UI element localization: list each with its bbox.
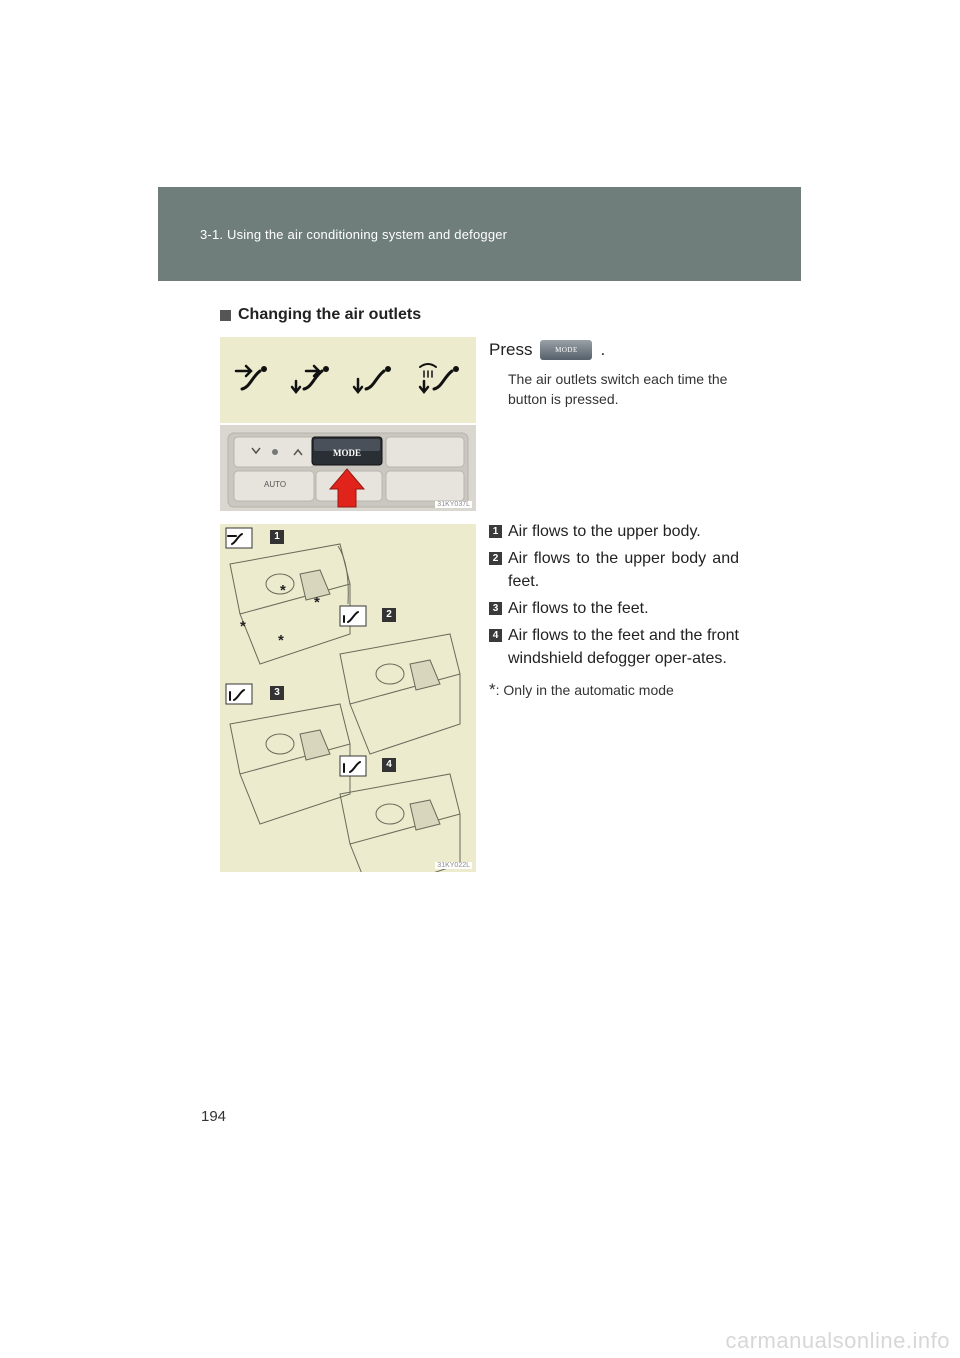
step-text: Air flows to the feet. [508, 600, 649, 617]
airflow-drawing [220, 524, 476, 872]
step-text: Air flows to the feet and the front windshield defogger oper-ates. [508, 627, 739, 667]
airflow-modes-illustration [220, 524, 476, 872]
steps-list [489, 520, 739, 700]
press-description: The air outlets switch each time the button is pressed. [508, 371, 728, 407]
section-heading [220, 306, 421, 324]
list-item [489, 547, 739, 593]
figure-code: 31KY037L [437, 501, 470, 508]
section-title: 3-1. Using the air conditioning system and defogger [200, 227, 508, 242]
header-band [158, 187, 801, 281]
step-number-badge: 3 [489, 602, 502, 615]
watermark: carmanualsonline.info [725, 1328, 950, 1353]
list-item [489, 624, 739, 670]
asterisk-mark: * [314, 594, 320, 611]
step-number-badge: 4 [489, 629, 502, 642]
panel-auto-label: AUTO [264, 480, 287, 489]
cabin-diagram-4 [340, 774, 460, 872]
cabin-diagram-2 [340, 634, 460, 754]
step-number-badge: 2 [489, 552, 502, 565]
page-number: 194 [201, 1108, 227, 1125]
cabin-diagram-1 [230, 544, 350, 664]
list-item [489, 520, 739, 543]
asterisk-mark: * [240, 618, 246, 635]
panel-mode-label: MODE [333, 448, 361, 458]
mode-panel-illustration [220, 337, 476, 511]
diagram-badge-2: 2 [382, 608, 396, 622]
press-instruction [489, 340, 605, 360]
asterisk-mark: * [280, 582, 286, 599]
square-bullet-icon [220, 310, 231, 321]
heading-text: Changing the air outlets [238, 306, 422, 323]
mode-panel-drawing [220, 337, 476, 511]
diagram-badge-1: 1 [270, 530, 284, 544]
step-text: Air flows to the upper body. [508, 523, 701, 540]
press-period: . [600, 340, 606, 359]
diagram-badge-4: 4 [382, 758, 396, 772]
list-item [489, 597, 739, 620]
footnote [489, 680, 739, 700]
cabin-diagram-3 [230, 704, 350, 824]
footnote-marker: * [489, 680, 496, 699]
step-number-badge: 1 [489, 525, 502, 538]
mode-button-icon: MODE [540, 340, 592, 360]
step-text: Air flows to the upper body and feet. [508, 550, 739, 590]
diagram-badge-3: 3 [270, 686, 284, 700]
asterisk-mark: * [278, 632, 284, 649]
footnote-text: : Only in the automatic mode [495, 682, 674, 698]
figure-code: 31KY022L [437, 862, 470, 869]
press-word: Press [489, 340, 533, 359]
